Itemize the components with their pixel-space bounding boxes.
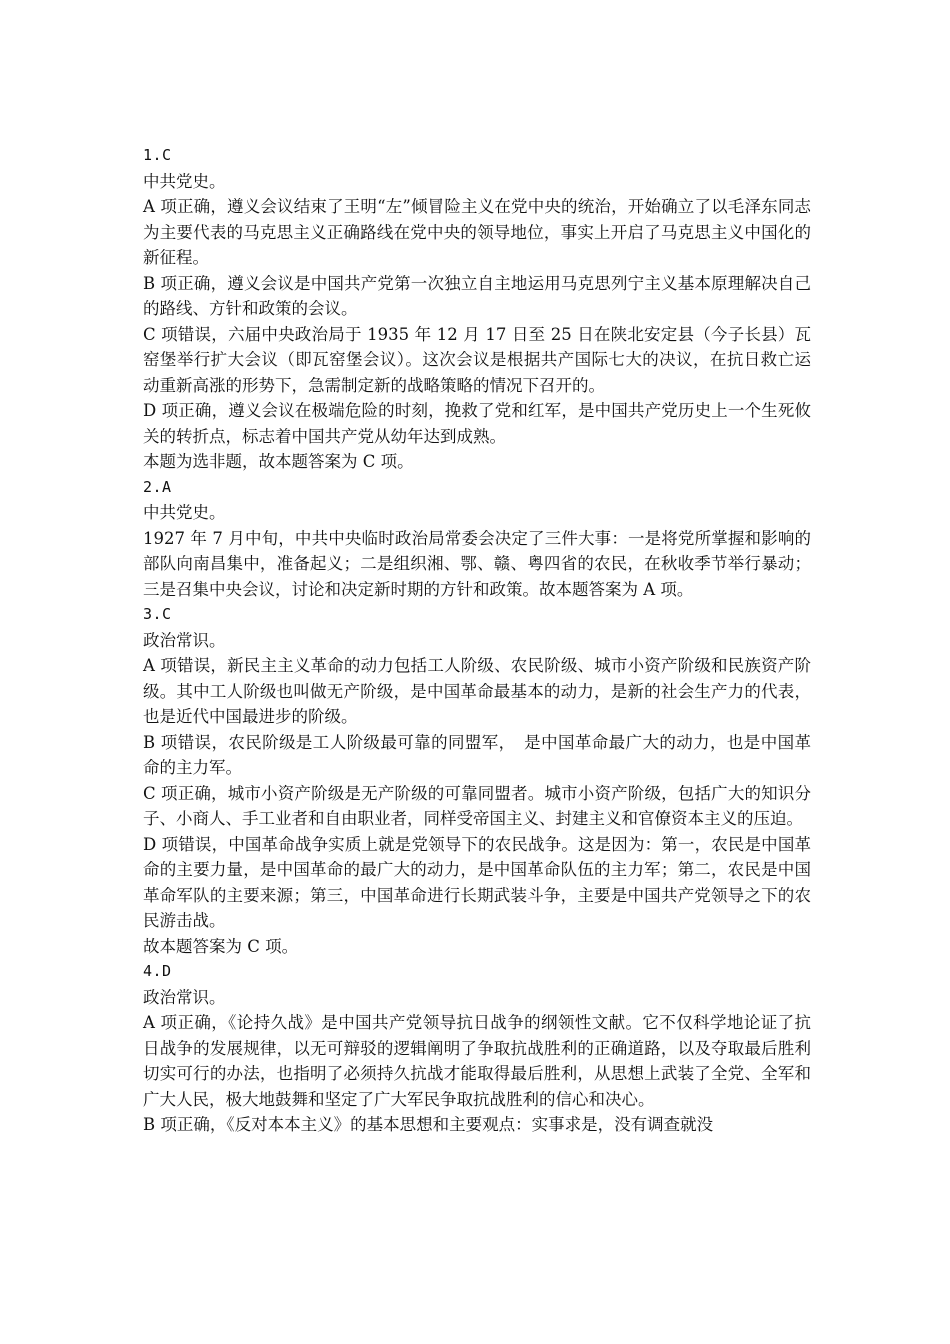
answer-document bbox=[143, 143, 811, 1138]
explanation-paragraph: B 项正确，《反对本本主义》的基本思想和主要观点：实事求是，没有调查就没 bbox=[143, 1115, 714, 1134]
answer-conclusion: 本题为选非题，故本题答案为 C 项。 bbox=[143, 452, 414, 471]
question-subject: 中共党史。 bbox=[143, 171, 226, 191]
question-number: 1.C bbox=[143, 146, 172, 164]
question-number: 4.D bbox=[143, 962, 172, 980]
explanation-paragraph: C 项错误，六届中央政治局于 1935 年 12 月 17 日至 25 日在陕北安定县（今子长县）瓦窑堡举行扩大会议（即瓦窑堡会议）。这次会议是根据共产国际七大的决议，在抗日救亡运动重新高涨的形势下，急需制定新的战略策略的情况下召开的。 bbox=[143, 324, 811, 395]
explanation-paragraph: A 项正确，遵义会议结束了王明“左”倾冒险主义在党中央的统治，开始确立了以毛泽东同志为主要代表的马克思主义正确路线在党中央的领导地位，事实上开启了马克思主义中国化的新征程。 bbox=[143, 197, 811, 267]
explanation-paragraph: 1927 年 7 月中旬，中共中央临时政治局常委会决定了三件大事：一是将党所掌握和影响的部队向南昌集中，准备起义；二是组织湘、鄂、赣、粤四省的农民，在秋收季节举行暴动；三是召集中央会议，讨论和决定新时期的方针和政策。故本题答案为 A 项。 bbox=[143, 528, 811, 599]
question-subject: 中共党史。 bbox=[143, 503, 226, 522]
question-subject: 政治常识。 bbox=[143, 987, 226, 1007]
answer-conclusion: 故本题答案为 C 项。 bbox=[143, 936, 299, 956]
question-block-1 bbox=[143, 143, 811, 475]
explanation-paragraph: B 项错误，农民阶级是工人阶级最可靠的同盟军， 是中国革命最广大的动力，也是中国革命的主力军。 bbox=[143, 732, 811, 777]
question-block-4 bbox=[143, 959, 811, 1138]
question-block-2 bbox=[143, 475, 811, 603]
explanation-paragraph: A 项错误，新民主主义革命的动力包括工人阶级、农民阶级、城市小资产阶级和民族资产阶级。其中工人阶级也叫做无产阶级，是中国革命最基本的动力，是新的社会生产力的代表，也是近代中国最进步的阶级。 bbox=[143, 656, 811, 726]
question-block-3 bbox=[143, 602, 811, 959]
explanation-paragraph: D 项错误，中国革命战争实质上就是党领导下的农民战争。这是因为：第一，农民是中国革命的主要力量，是中国革命的最广大的动力，是中国革命队伍的主力军；第二，农民是中国革命军队的主要来源；第三，中国革命进行长期武装斗争，主要是中国共产党领导之下的农民游击战。 bbox=[143, 834, 811, 930]
question-subject: 政治常识。 bbox=[143, 630, 226, 650]
question-number: 2.A bbox=[143, 477, 172, 496]
explanation-paragraph: A 项正确，《论持久战》是中国共产党领导抗日战争的纲领性文献。它不仅科学地论证了抗日战争的发展规律，以无可辩驳的逻辑阐明了争取抗战胜利的正确道路，以及夺取最后胜利切实可行的办法，也指明了必须持久抗战才能取得最后胜利，从思想上武装了全党、全军和广大人民，极大地鼓舞和坚定了广大军民争取抗战胜利的信心和决心。 bbox=[143, 1013, 811, 1109]
explanation-paragraph: B 项正确，遵义会议是中国共产党第一次独立自主地运用马克思列宁主义基本原理解决自己的路线、方针和政策的会议。 bbox=[143, 273, 811, 318]
explanation-paragraph: D 项正确，遵义会议在极端危险的时刻，挽救了党和红军，是中国共产党历史上一个生死攸关的转折点，标志着中国共产党从幼年达到成熟。 bbox=[143, 401, 811, 446]
question-number: 3.C bbox=[143, 605, 172, 623]
explanation-paragraph: C 项正确，城市小资产阶级是无产阶级的可靠同盟者。城市小资产阶级，包括广大的知识分子、小商人、手工业者和自由职业者，同样受帝国主义、封建主义和官僚资本主义的压迫。 bbox=[143, 783, 811, 828]
